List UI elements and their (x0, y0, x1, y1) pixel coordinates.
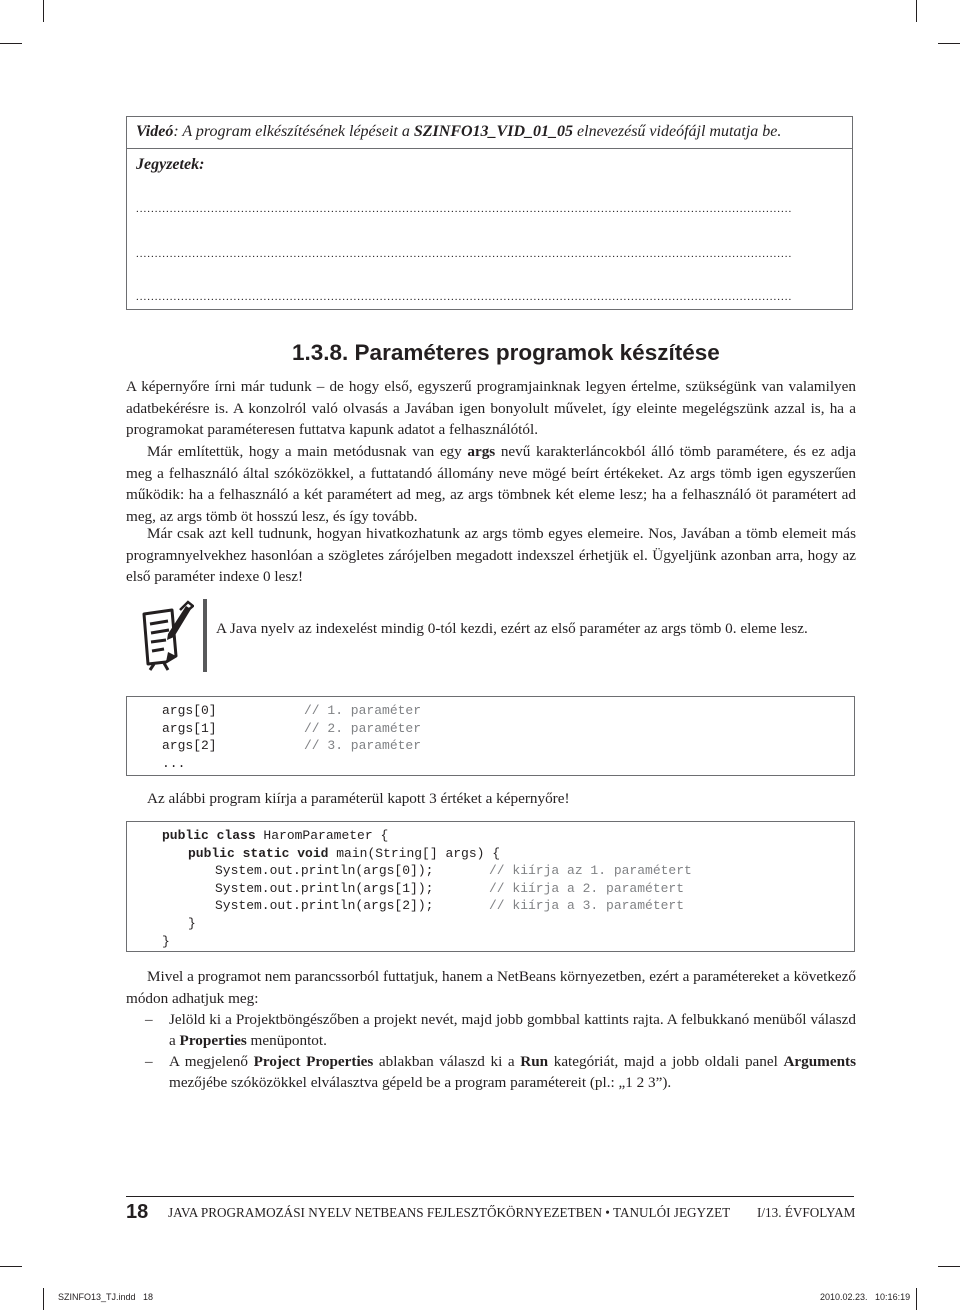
bullet-text-mid: kategóriát, majd a jobb oldali panel (548, 1053, 784, 1070)
notes-label: Jegyzetek: (136, 156, 205, 173)
crop-mark (0, 1266, 22, 1267)
code-line (188, 845, 500, 863)
project-properties-term: Project Properties (253, 1053, 374, 1070)
notes-dotted-line: ............................................................................................................................................................................... (136, 248, 793, 260)
code-line: } (188, 916, 196, 931)
page-number: 18 (126, 1201, 149, 1223)
bullet-text (169, 1009, 856, 1051)
code-keyword: public class (162, 828, 256, 843)
code-line: System.out.println(args[0]); (215, 863, 434, 879)
code-keyword: public static void (188, 845, 329, 861)
crop-mark (916, 0, 917, 22)
code-line (162, 755, 185, 773)
bullet-text-mid: ablakban válaszd ki a (373, 1053, 521, 1070)
code-comment: // kiírja a 2. paramétert (489, 880, 685, 896)
crop-mark (938, 43, 960, 44)
note-pen-icon (136, 600, 194, 672)
crop-mark (43, 1288, 44, 1310)
code-line (162, 720, 217, 738)
paragraph-indexing-text: Már csak azt kell tudnunk, hogyan hivatkozhatunk az args tömb egyes elemeire. Nos, Javában a tömb elemeit más programnyelvekhez hasonlóan a szögletes zárójelben megadott indexszel érhetjük el. Ügyeljünk azonban arra, hogy az első paraméter indexe 0 lesz! (126, 525, 856, 585)
paragraph-netbeans (126, 966, 856, 1009)
video-label: Videó (136, 123, 174, 140)
code-comment: // kiírja a 3. paramétert (489, 898, 685, 914)
code-text: args[2] (162, 738, 217, 754)
run-term: Run (520, 1053, 549, 1070)
footer-grade: I/13. ÉVFOLYAM (757, 1205, 856, 1220)
crop-mark (916, 1288, 917, 1310)
paragraph-program-intro: Az alábbi program kiírja a paraméterül kapott 3 értéket a képernyőre! (147, 790, 570, 807)
bullet-text (169, 1051, 856, 1093)
bullet-text-post: menüpontot. (246, 1032, 327, 1049)
code-text: args[1] (162, 720, 217, 736)
code-line (162, 827, 388, 845)
code-comment: // 3. paraméter (304, 738, 422, 754)
bullet-item (126, 1051, 856, 1093)
footer-title: JAVA PROGRAMOZÁSI NYELV NETBEANS FEJLESZTŐKÖRNYEZETBEN • TANULÓI JEGYZET (168, 1205, 731, 1220)
code-comment: // kiírja az 1. paramétert (489, 863, 692, 879)
code-text: ... (162, 755, 186, 771)
section-title: 1.3.8. Paraméteres programok készítése (292, 340, 720, 365)
note-text: A Java nyelv az indexelést mindig 0-tól kezdi, ezért az első paraméter az args tömb 0. eleme lesz. (216, 620, 808, 637)
properties-term: Properties (179, 1032, 247, 1049)
code-text: args[0] (162, 703, 217, 718)
code-comment: // 1. paraméter (304, 703, 422, 718)
paragraph-args (126, 441, 856, 527)
code-line: System.out.println(args[1]); (215, 880, 434, 896)
args-keyword: args (467, 443, 496, 460)
crop-mark (938, 1266, 960, 1267)
code-block-program (126, 821, 855, 952)
video-text-post: elnevezésű videófájl mutatja be. (573, 123, 782, 140)
code-line: } (162, 933, 170, 949)
notes-dotted-line: ............................................................................................................................................................................... (136, 291, 793, 303)
video-notes-box (126, 116, 853, 310)
paragraph-netbeans-text: Mivel a programot nem parancssorból futtatjuk, hanem a NetBeans környezetben, ezért a paramétereket a következő módon adhatjuk meg: (126, 968, 856, 1007)
arguments-term: Arguments (783, 1053, 856, 1070)
paragraph-intro: A képernyőre írni már tudunk – de hogy első, egyszerű programjainknak legyen értelme, szükségünk van valamilyen adatbekérésre is. A konzolról való olvasás a Javában igen bonyolult művelet, így eleinte megelégszünk azzal is, ha a programokat paraméteresen futtatva kapunk adatot a felhasználótól. (126, 378, 856, 438)
note-divider (203, 599, 207, 672)
code-text: main(String[] args) { (328, 845, 501, 861)
code-line (162, 702, 217, 720)
video-row (127, 117, 852, 149)
bullet-item (126, 1009, 856, 1051)
video-text-pre: : A program elkészítésének lépéseit a (173, 123, 414, 140)
slug-datetime: 2010.02.23. 10:16:19 (820, 1292, 911, 1302)
crop-mark (43, 0, 44, 22)
bullet-text-pre: A megjelenő (169, 1053, 254, 1070)
code-line (162, 737, 217, 755)
paragraph-args-pre: Már említettük, hogy a main metódusnak van egy (147, 443, 468, 460)
footer-rule (126, 1196, 854, 1197)
bullet-dash: – (145, 1011, 153, 1028)
crop-mark (0, 43, 22, 44)
bullet-text-pre: Jelöld ki a Projektböngészőben a projekt nevét, majd jobb gombbal kattints rajta. A felbukkanó menüből válaszd a (169, 1011, 856, 1049)
paragraph-indexing (126, 523, 856, 588)
bullet-dash: – (145, 1053, 153, 1070)
slug-file: SZINFO13_TJ.indd 18 (58, 1292, 154, 1302)
bullet-text-post: mezőjébe szóközökkel elválasztva gépeld be a program paramétereit (pl.: „1 2 3”). (169, 1074, 672, 1091)
paragraph-args-post: nevű karakterláncokból álló tömb paramétere, és ez adja meg a felhasználó által szóközökkel, a futtatandó állomány neve mögé beírt értékeket. Az args tömb igen egyszerűen működik: ha a felhasználó a két paramétert ad meg, az args tömbnek két eleme lesz; ha a felhasználó öt paramétert ad meg, az args tömb öt hosszú lesz, és így tovább. (126, 443, 856, 525)
code-comment: // 2. paraméter (304, 720, 422, 736)
code-line: System.out.println(args[2]); (215, 898, 434, 914)
video-file-name: SZINFO13_VID_01_05 (413, 123, 574, 140)
notes-dotted-line: ............................................................................................................................................................................... (136, 203, 793, 215)
code-text: HaromParameter { (255, 828, 389, 843)
code-block-args (126, 696, 855, 776)
